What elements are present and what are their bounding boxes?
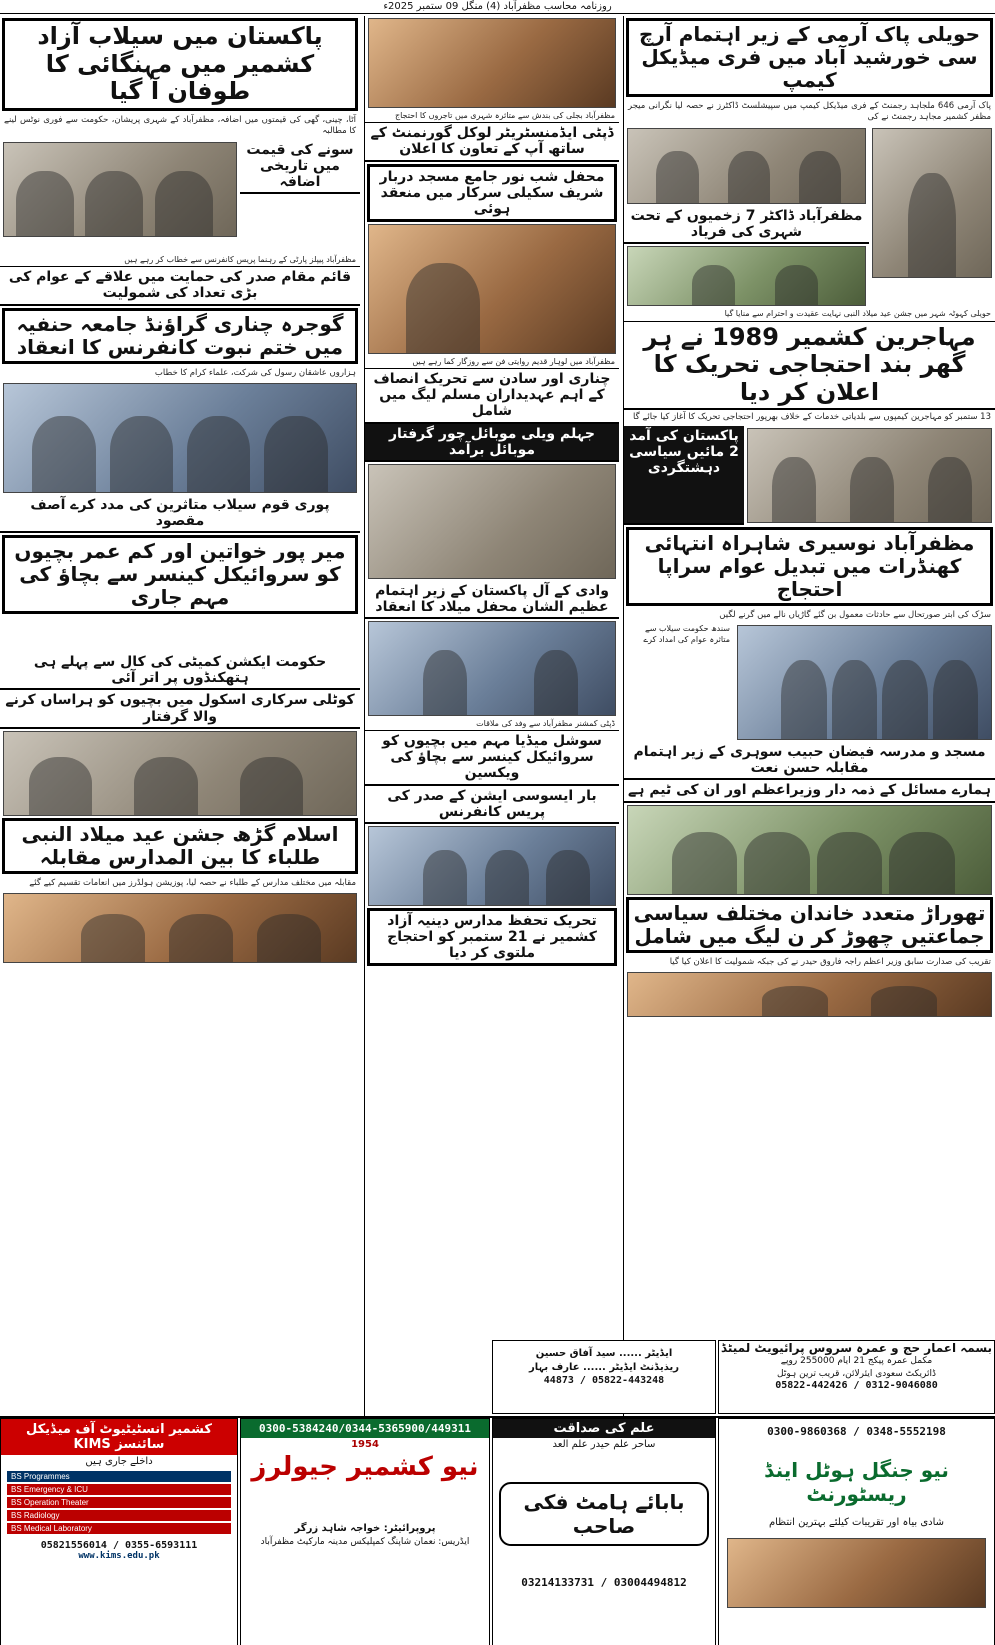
headline-action-committee: حکومت ایکشن کمیٹی کی کال سے پہلے ہی ہتھکنڈوں پر اتر آئی xyxy=(0,652,360,690)
photo-press-conference xyxy=(368,826,616,906)
headline-islamgarh-milad: اسلام گڑھ جشن عید میلاد النبی طلباء کا بین المدارس مقابلہ xyxy=(2,818,358,874)
caption-ppp: مظفرآباد پیپلز پارٹی کے رہنما پریس کانفرنس سے خطاب کر رہے ہیں xyxy=(0,254,360,267)
headline-madaris: تحریک تحفظ مدارس دینیہ آزاد کشمیر نے 21 ستمبر کو احتجاج ملتوی کر دیا xyxy=(367,908,617,966)
ad-jewellers xyxy=(240,1418,490,1645)
headline-bar-association: بار ایسوسی ایشن کے صدر کی پریس کانفرنس xyxy=(365,786,619,824)
ilm-line: ساحر علم حیدر علم العد xyxy=(552,1439,656,1450)
article-inflation: آٹا، چینی، گھی کی قیمتوں میں اضافہ، مظفرآباد کے شہری پریشان، حکومت سے فوری نوٹس لینے کا مطالبہ xyxy=(4,114,356,137)
kims-programs-label: BS Programmes xyxy=(7,1471,231,1482)
article-khatm-nabuwwat: ہزاروں عاشقان رسول کی شرکت، علماء کرام کا خطاب xyxy=(154,367,356,378)
headline-citizen-plea: مظفرآباد ڈاکٹر 7 زخمیوں کے تحت شہری کی فریاد xyxy=(624,206,869,244)
photo-delegation xyxy=(737,625,992,740)
jewellers-title: نیو کشمیر جیولرز xyxy=(251,1452,479,1482)
ad-hotel xyxy=(718,1418,995,1645)
kims-program: BS Radiology xyxy=(7,1510,231,1521)
kims-phones: 05821556014 / 0355-6593111 xyxy=(40,1540,198,1551)
ad-hajj xyxy=(718,1340,995,1414)
kims-subtitle: داخلے جاری ہیں xyxy=(85,1456,153,1467)
hotel-title: نیو جنگل ہوٹل اینڈ ریسٹورنٹ xyxy=(764,1458,949,1506)
headline-mobile-thief: جہلم ویلی موبائل چور گرفتار موبائل برآمد xyxy=(365,424,619,462)
headline-acting-president: قائم مقام صدر کی حمایت میں علاقے کے عوام کی بڑی تعداد کی شمولیت xyxy=(0,267,360,305)
editor-line: ایڈیٹر ...... سید آفاق حسین xyxy=(535,1348,673,1359)
hotel-phones: 0300-9860368 / 0348-5552198 xyxy=(767,1425,946,1438)
headline-khatm-nabuwwat: گوجرہ چناری گراؤنڈ جامعہ حنفیہ میں ختم نبوت کانفرنس کا انعقاد xyxy=(2,308,358,364)
caption-dc-meeting: ڈپٹی کمشنر مظفرآباد سے وفد کی ملاقات xyxy=(365,718,619,731)
article-islamgarh-milad: مقابلہ میں مختلف مدارس کے طلباء نے حصہ لیا، پوزیشن ہولڈرز میں انعامات تقسیم کیے گئے xyxy=(29,877,356,888)
hajj-title: بسمہ اعمار حج و عمرہ سروس پرائیویٹ لمیٹڈ xyxy=(720,1341,993,1355)
headline-vaccine: سوشل میڈیا مہم میں بچیوں کو سروائیکل کینسر سے بچاؤ کی ویکسین xyxy=(365,731,619,785)
photo-flooded-street xyxy=(368,464,616,579)
ad-editor xyxy=(492,1340,716,1414)
photo-garland-ceremony xyxy=(627,805,992,895)
article-cervical-cancer xyxy=(0,616,360,652)
jewellers-address: ایڈریس: نعمان شاپنگ کمپلیکس مدینہ مارکیٹ مظفرآباد xyxy=(260,1537,470,1547)
jewellers-proprietor: پروپرائیٹر: خواجہ شاہد زرگر xyxy=(294,1523,436,1534)
photo-conference-group xyxy=(3,383,357,493)
photo-women-gathering xyxy=(627,972,992,1017)
photo-ppp-leaders xyxy=(3,142,237,237)
ilm-title: علم کی صداقت xyxy=(493,1419,715,1438)
headline-inflation: پاکستان میں سیلاب آزاد کشمیر میں مہنگائی کا طوفان آ گیا xyxy=(2,18,358,111)
headline-medical-camp: حویلی پاک آرمی کے زیر اہتمام آرچ سی خورشید آباد میں فری میڈیکل کیمپ xyxy=(626,18,993,97)
headline-cervical-cancer: میر پور خواتین اور کم عمر بچیوں کو سروائیکل کینسر سے بچاؤ کی مہم جاری xyxy=(2,535,358,614)
caption-milad: حویلی کہوٹہ شہر میں جشن عید میلاد النبی نہایت عقیدت و احترام سے منایا گیا xyxy=(624,308,995,321)
photo-shop-front xyxy=(368,18,616,108)
advertisements-strip xyxy=(0,1416,995,1645)
headline-pakistan-arrival: پاکستان کی آمد 2 مائیں سیاسی دہشتگردی xyxy=(624,426,744,525)
headline-road-protest: مظفرآباد نوسیری شاہراہ انتہائی کھنڈرات میں تبدیل عوام سراپا احتجاج xyxy=(626,527,993,606)
kims-title: کشمیر انسٹیٹیوٹ آف میڈیکل سائنسز KIMS xyxy=(1,1419,237,1455)
editor-phones: 44873 / 05822-443248 xyxy=(543,1375,665,1386)
headline-flood-aid: پوری قوم سیلاب متاثرین کی مدد کرے آصف مقصود xyxy=(0,495,360,533)
photo-medical-camp xyxy=(627,128,866,204)
ad-kims xyxy=(0,1418,238,1645)
kims-program: BS Operation Theater xyxy=(7,1497,231,1508)
hajj-line: ڈائریکٹ سعودی ایئرلائن، قریب ترین ہوٹل xyxy=(777,1368,936,1379)
ilm-name: بابائے ہامٹ فکی صاحب xyxy=(499,1482,709,1546)
headline-pm-responsible: ہمارے مسائل کے ذمہ دار وزیراعظم اور ان کی ٹیم ہے xyxy=(624,780,995,802)
jewellers-phones: 0300-5384240/0344-5365900/449311 xyxy=(241,1419,489,1438)
article-medical-camp: پاک آرمی 646 ملجاہد رجمنٹ کے فری میڈیکل کیمپ میں سپیشلسٹ ڈاکٹرز نے حصہ لیا نگرانی میجر مظفر کشمیر مجاہد رجمنٹ نے کی xyxy=(628,101,991,123)
headline-pti-joining: چناری اور سادن سے تحریک انصاف کے اہم عہدیداران مسلم لیگ میں شامل xyxy=(365,369,619,423)
photo-office-meeting xyxy=(368,621,616,716)
headline-pmln-joining: تھوراڑ متعدد خاندان مختلف سیاسی جماعتیں چھوڑ کر ن لیگ میں شامل xyxy=(626,897,993,953)
headline-refugees-protest: مہاجرین کشمیر 1989 نے ہر گھر بند احتجاجی تحریک کا اعلان کر دیا xyxy=(624,322,995,411)
caption-sindh-relief: سندھ حکومت سیلاب سے متاثرہ عوام کی امداد کرے xyxy=(643,624,730,644)
photo-religious-leaders xyxy=(747,428,992,523)
jewellers-estd: 1954 xyxy=(351,1439,379,1450)
article-pmln-joining: تقریب کی صدارت سابق وزیر اعظم راجہ فاروق حیدر نے کی جبکہ شمولیت کا اعلان کیا گیا xyxy=(669,956,991,967)
photo-portrait xyxy=(872,128,992,278)
photo-officials xyxy=(3,731,357,816)
kims-program: BS Medical Laboratory xyxy=(7,1523,231,1534)
hajj-phones: 05822-442426 / 0312-9046080 xyxy=(775,1380,938,1392)
article-gold-price xyxy=(240,194,360,254)
caption-traders: مظفرآباد بجلی کی بندش سے متاثرہ شہری میں تاجروں کا احتجاج xyxy=(365,110,619,123)
photo-food-plate xyxy=(727,1538,986,1608)
headline-milad-event: وادی کے آل پاکستان کے زیر اہتمام عظیم الشان محفل میلاد کا انعقاد xyxy=(365,581,619,619)
ad-ilm xyxy=(492,1418,716,1645)
kims-program: BS Emergency & ICU xyxy=(7,1484,231,1495)
right-column xyxy=(623,16,995,1416)
middle-column xyxy=(364,16,619,1416)
left-column xyxy=(0,16,360,1416)
kims-website: www.kims.edu.pk xyxy=(78,1551,160,1561)
photo-mosque-gathering xyxy=(627,246,866,306)
caption-blacksmith: مظفرآباد میں لوہار قدیم روایتی فن سے روزگار کما رہے ہیں xyxy=(365,356,619,369)
resident-editor-line: ریذیڈنٹ ایڈیٹر ...... عارف بہار xyxy=(529,1362,679,1373)
article-road-protest: سڑک کی ابتر صورتحال سے حادثات معمول بن گئے گاڑیاں نالے میں گرنے لگیں xyxy=(719,609,991,620)
hotel-subtitle: شادی بیاہ اور تقریبات کیلئے بہترین انتظام xyxy=(768,1517,945,1528)
headline-kotli-arrest: کوٹلی سرکاری اسکول میں بچیوں کو ہراساں کرنے والا گرفتار xyxy=(0,690,360,728)
headline-mehfil: محفل شب نور جامع مسجد دربار شریف سکیلی سرکار میں منعقد ہوئی xyxy=(367,164,617,222)
article-refugees-protest: 13 ستمبر کو مہاجرین کیمپوں سے بلدیاتی خدمات کے خلاف بھرپور احتجاجی تحریک کا آغاز کیا جائے گا xyxy=(633,412,991,423)
ilm-phones: 03214133731 / 03004494812 xyxy=(521,1576,687,1589)
headline-naat-competition: مسجد و مدرسہ فیضان حبیب سوہری کے زیر اہتمام مقابلہ حسن نعت xyxy=(624,742,995,780)
headline-gold-price: سونے کی قیمت میں تاریخی اضافہ xyxy=(240,140,360,194)
hajj-line: مکمل عمرہ پیکج 21 ایام 255000 روپے xyxy=(780,1356,933,1366)
headline-local-govt: ڈپٹی ایڈمنسٹریٹر لوکل گورنمنٹ کے ساتھ آپ کے تعاون کا اعلان xyxy=(365,123,619,161)
photo-blacksmith xyxy=(368,224,616,354)
masthead: روزنامہ محاسب مظفرآباد (4) منگل 09 ستمبر 2025ء xyxy=(0,0,995,14)
photo-students xyxy=(3,893,357,963)
